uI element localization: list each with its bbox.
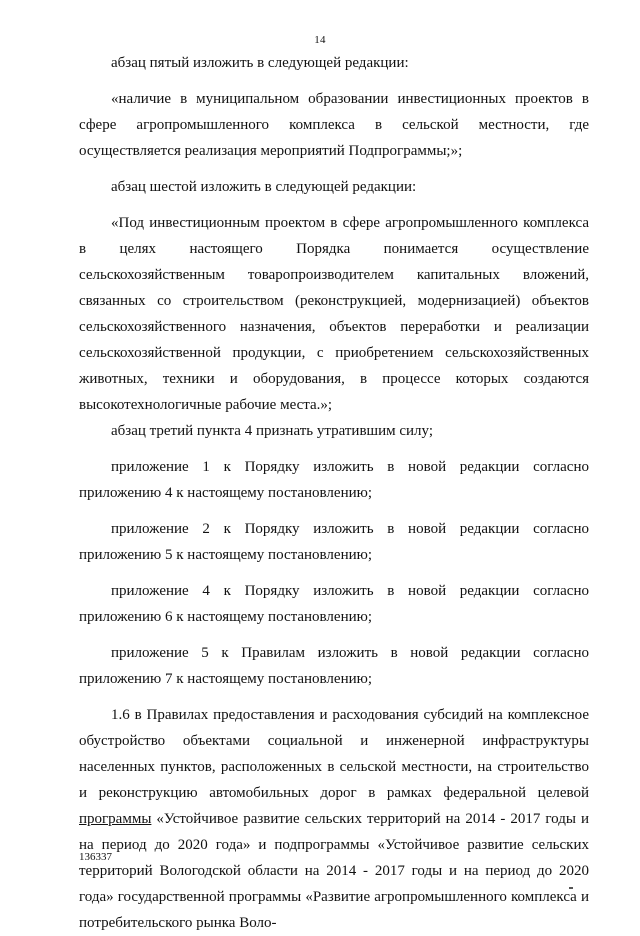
paragraph-prilozhenie-5: приложение 5 к Правилам изложить в новой редакции согласно приложению 7 к настоящему постановлению; [79, 645, 589, 687]
paragraph-abzac-3-punkt-4: абзац третий пункта 4 признать утратившим силу; [111, 423, 434, 439]
document-body [79, 50, 589, 936]
paragraph-abzac-6-text: «Под инвестиционным проектом в сфере агропромышленного комплекса в целях настоящего Порядка понимается осуществление сельскохозяйственным товаропроизводителем капитальных вложений, связанных со строительством (реконструкцией, модернизацией) объектов сельскохозяйственного назначения, объектов переработки и реализации сельскохозяйственной продукции, с приобретением сельскохозяйственных животных, техники и оборудования, в процессе которых создаются высокотехнологичные рабочие места.»; [79, 215, 589, 413]
paragraph-abzac-5-heading: абзац пятый изложить в следующей редакции: [111, 55, 409, 71]
paragraph-1-6-text-end: «Устойчивое развитие сельских территорий на 2014 - 2017 годы и на период до 2020 года» и подпрограммы «Устойчивое развитие сельских территорий Вологодской области на 2014 - 2017 годы и на период до 2020 года» государственной программы «Развитие агропромышленного комплекса и потребительского рынка Воло- [79, 811, 589, 931]
scan-mark [569, 887, 573, 889]
paragraph-abzac-6-heading: абзац шестой изложить в следующей редакции: [111, 179, 417, 195]
page-number: 14 [314, 34, 326, 46]
paragraph-prilozhenie-4: приложение 4 к Порядку изложить в новой редакции согласно приложению 6 к настоящему постановлению; [79, 583, 589, 625]
paragraph-1-6-pravila [79, 702, 589, 936]
paragraph-prilozhenie-1: приложение 1 к Порядку изложить в новой редакции согласно приложению 4 к настоящему постановлению; [79, 459, 589, 501]
paragraph-prilozhenie-2: приложение 2 к Порядку изложить в новой редакции согласно приложению 5 к настоящему постановлению; [79, 521, 589, 563]
paragraph-1-6-text-start: 1.6 в Правилах предоставления и расходования субсидий на комплексное обустройство объектами социальной и инженерной инфраструктуры населенных пунктов, расположенных в сельской местности, на строительство и реконструкцию автомобильных дорог в рамках федеральной целевой [79, 707, 589, 801]
programma-link[interactable]: программы [79, 811, 152, 827]
document-code: 136337 [79, 851, 112, 863]
paragraph-abzac-5-text: «наличие в муниципальном образовании инвестиционных проектов в сфере агропромышленного комплекса в сельской местности, где осуществляется реализация мероприятий Подпрограммы;»; [79, 91, 589, 159]
